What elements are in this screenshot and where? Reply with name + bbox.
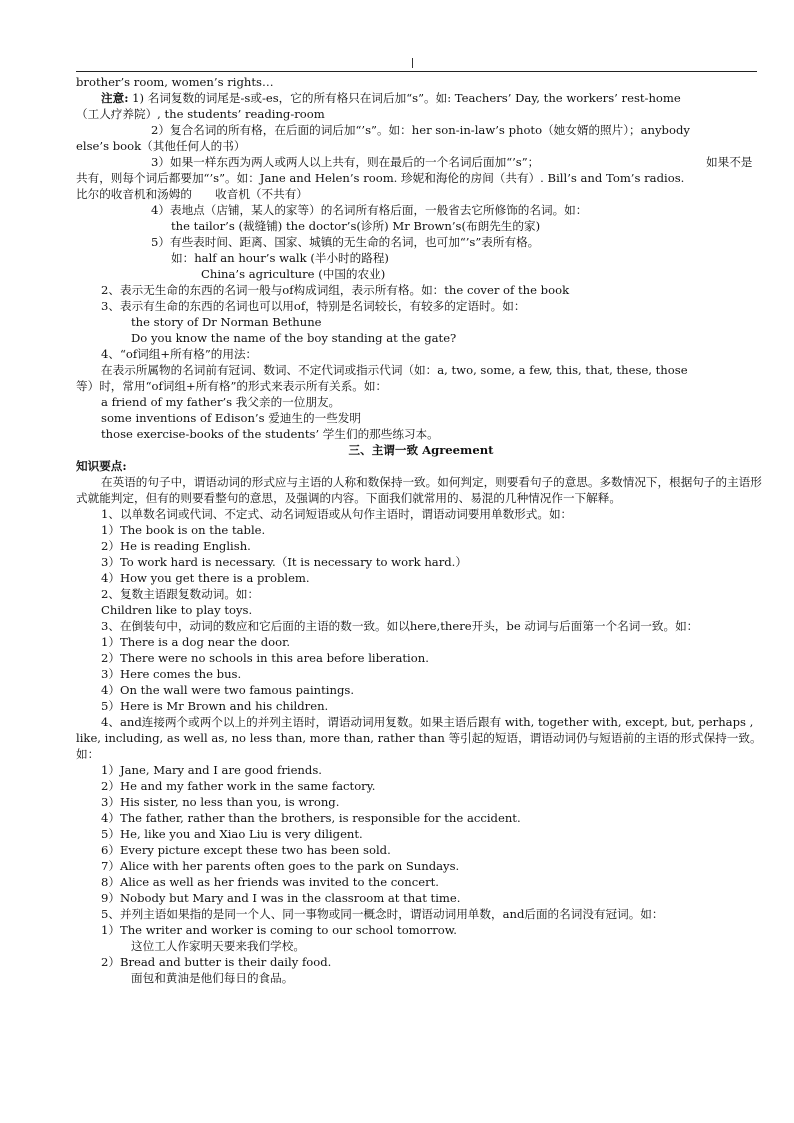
text-line: 2、表示无生命的东西的名词一般与of构成词组，表示所有格。如：the cover of the book bbox=[101, 283, 570, 297]
rule-heading: 5、并列主语如果指的是同一个人、同一事物或同一概念时，谓语动词用单数，and后面的名词没有冠词。如： bbox=[101, 907, 664, 921]
text-line: 共有，则每个词后都要加“’s”。如：Jane and Helen’s room. 珍妮和海伦的房间（共有）. Bill’s and Tom’s radios. bbox=[76, 171, 685, 185]
text-line: else’s book（其他任何人的书） bbox=[76, 139, 246, 153]
text-line: 在表示所属物的名词前有冠词、数词、不定代词或指示代词（如：a, two, some, a few, this, that, these, those bbox=[101, 363, 688, 377]
example-line: 4）On the wall were two famous paintings. bbox=[101, 683, 355, 697]
example-line: 2）He and my father work in the same factory. bbox=[101, 779, 376, 793]
example-line: 1）The book is on the table. bbox=[101, 523, 266, 537]
text-line: those exercise-books of the students’ 学生们的那些练习本。 bbox=[101, 427, 439, 441]
example-line: 9）Nobody but Mary and I was in the classroom at that time. bbox=[101, 891, 461, 905]
example-line: 7）Alice with her parents often goes to the park on Sundays. bbox=[101, 859, 460, 873]
text-line: a friend of my father’s 我父亲的一位朋友。 bbox=[101, 395, 341, 409]
example-line: 2）He is reading English. bbox=[101, 539, 251, 553]
rule-heading: 3、在倒装句中，动词的数应和它后面的主语的数一致。如以here,there开头，be 动词与后面第一个名词一致。如： bbox=[101, 619, 699, 633]
rule-heading: 2、复数主语跟复数动词。如： bbox=[101, 587, 260, 601]
header-mark bbox=[412, 58, 413, 68]
text-line: 如：half an hour’s walk (半小时的路程) bbox=[171, 251, 389, 265]
example-line: 5）Here is Mr Brown and his children. bbox=[101, 699, 329, 713]
text-fragment: 3）如果一样东西为两人或两人以上共有，则在最后的一个名词后面加“’s”； bbox=[151, 155, 540, 169]
knowledge-heading: 知识要点: bbox=[76, 459, 127, 473]
rule-heading: 1、以单数名词或代词、不定式、动名词短语或从句作主语时，谓语动词要用单数形式。如： bbox=[101, 507, 573, 521]
section-title: 三、主谓一致 Agreement bbox=[348, 443, 494, 457]
translation-line: 这位工人作家明天要来我们学校。 bbox=[131, 939, 305, 953]
example-line: 4）The father, rather than the brothers, is responsible for the accident. bbox=[101, 811, 521, 825]
note-label: 注意: bbox=[101, 91, 129, 105]
example-line: 2）Bread and butter is their daily food. bbox=[101, 955, 332, 969]
note-line bbox=[76, 90, 766, 106]
text-line: 3、表示有生命的东西的名词也可以用of，特别是名词较长，有较多的定语时。如： bbox=[101, 299, 526, 313]
text-line: the story of Dr Norman Bethune bbox=[131, 315, 322, 329]
example-line: 4）How you get there is a problem. bbox=[101, 571, 310, 585]
text-line: Do you know the name of the boy standing at the gate? bbox=[131, 331, 457, 345]
text-line: China’s agriculture (中国的农业) bbox=[201, 267, 386, 281]
example-line: 3）To work hard is necessary.（It is necessary to work hard.） bbox=[101, 555, 467, 569]
example-line: 3）His sister, no less than you, is wrong. bbox=[101, 795, 340, 809]
example-line: 1）Jane, Mary and I are good friends. bbox=[101, 763, 322, 777]
text-line: brother’s room, women’s rights… bbox=[76, 75, 274, 89]
text-fragment: 如果不是 bbox=[706, 155, 753, 169]
text-line: 4）表地点（店铺，某人的家等）的名词所有格后面，一般省去它所修饰的名词。如： bbox=[151, 203, 588, 217]
header-rule bbox=[76, 71, 757, 72]
text-line: 2）复合名词的所有格，在后面的词后加“’s”。如：her son-in-law’s photo（她女婿的照片）；anybody bbox=[151, 123, 690, 137]
example-line: 2）There were no schools in this area before liberation. bbox=[101, 651, 429, 665]
example-line: Children like to play toys. bbox=[101, 603, 253, 617]
translation-line: 面包和黄油是他们每日的食品。 bbox=[131, 971, 294, 985]
example-line: 1）There is a dog near the door. bbox=[101, 635, 291, 649]
example-line: 8）Alice as well as her friends was invited to the concert. bbox=[101, 875, 439, 889]
text-line: some inventions of Edison’s 爱迪生的一些发明 bbox=[101, 411, 361, 425]
text-line bbox=[76, 154, 766, 170]
text-line: the tailor’s (裁缝铺) the doctor’s(诊所) Mr Brown’s(布朗先生的家) bbox=[171, 219, 541, 233]
intro-paragraph: 在英语的句子中，谓语动词的形式应与主语的人称和数保持一致。如何判定，则要看句子的意思。多数情况下，根据句子的主语形式就能判定，但有的则要看整句的意思，及强调的内容。下面我们就常用的、易混的几种情况作一下解释。 bbox=[76, 475, 762, 505]
example-line: 5）He, like you and Xiao Liu is very diligent. bbox=[101, 827, 363, 841]
text-line: 5）有些表时间、距离、国家、城镇的无生命的名词，也可加“’s”表所有格。 bbox=[151, 235, 540, 249]
note-text: 1) 名词复数的词尾是-s或-es，它的所有格只在词后加“s”。如: Teachers’ Day, the workers’ rest-home bbox=[128, 91, 681, 105]
text-line: 4、“of词组+所有格”的用法： bbox=[101, 347, 258, 361]
rule-heading: 4、and连接两个或两个以上的并列主语时，谓语动词用复数。如果主语后跟有 with, together with, except, but, perhaps , like, including, as well as, no less than, more than, rather than 等引起的短语，谓语动词仍与短语前的主语的形式保持一致。如： bbox=[76, 715, 762, 761]
example-line: 3）Here comes the bus. bbox=[101, 667, 242, 681]
document-page bbox=[76, 74, 766, 986]
text-line: 比尔的收音机和汤姆的 收音机（不共有） bbox=[76, 187, 308, 201]
example-line: 1）The writer and worker is coming to our school tomorrow. bbox=[101, 923, 457, 937]
text-line: 等）时，常用“of词组+所有格”的形式来表示所有关系。如： bbox=[76, 379, 388, 393]
text-line: （工人疗养院）, the students’ reading-room bbox=[76, 107, 325, 121]
example-line: 6）Every picture except these two has been sold. bbox=[101, 843, 391, 857]
